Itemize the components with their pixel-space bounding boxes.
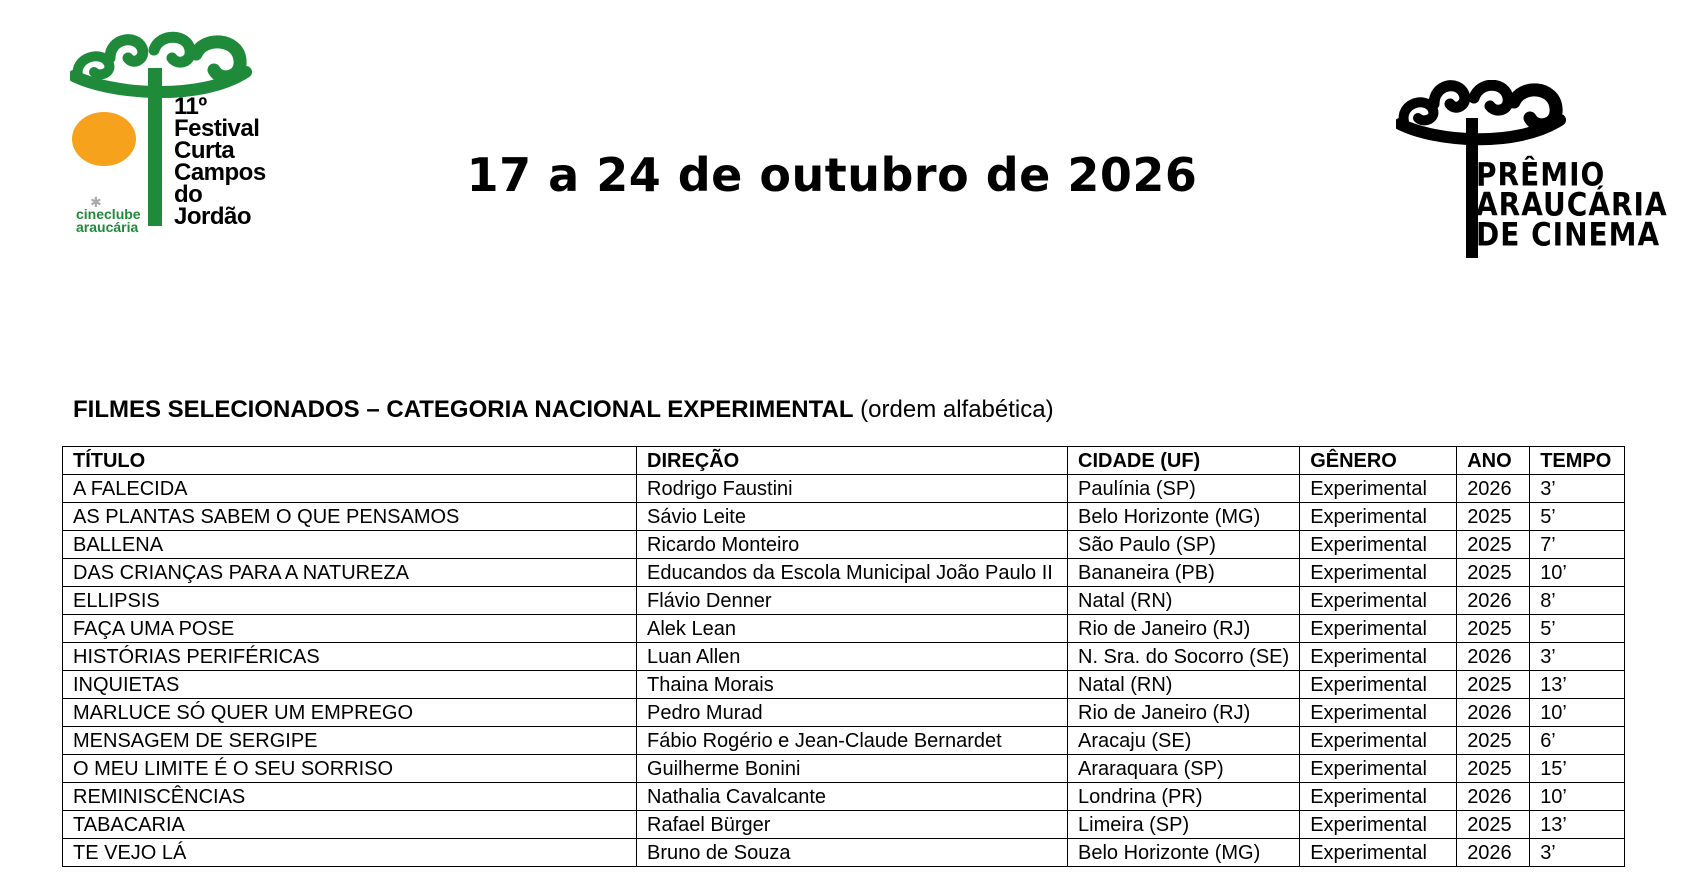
cell-direction: Flávio Denner [637,587,1068,615]
cell-direction: Rodrigo Faustini [637,475,1068,503]
cell-city: Natal (RN) [1068,587,1300,615]
cell-year: 2025 [1457,671,1530,699]
table-row [63,755,1625,783]
table-row [63,783,1625,811]
cell-city: São Paulo (SP) [1068,531,1300,559]
section-title-note: (ordem alfabética) [853,396,1054,423]
cell-title: DAS CRIANÇAS PARA A NATUREZA [63,559,637,587]
cell-duration: 8’ [1530,587,1625,615]
table-row [63,559,1625,587]
cell-duration: 5’ [1530,503,1625,531]
cell-year: 2025 [1457,615,1530,643]
cell-title: A FALECIDA [63,475,637,503]
star-icon: ✱ [90,194,102,210]
cell-year: 2025 [1457,811,1530,839]
cell-duration: 3’ [1530,839,1625,867]
cell-title: TABACARIA [63,811,637,839]
cell-year: 2025 [1457,559,1530,587]
cell-direction: Nathalia Cavalcante [637,783,1068,811]
cell-city: Bananeira (PB) [1068,559,1300,587]
festival-logo [70,28,270,238]
table-row [63,699,1625,727]
section-title [73,396,1054,424]
cineclube-label: cineclube araucária [76,206,141,235]
cell-title: REMINISCÊNCIAS [63,783,637,811]
cell-city: Paulínia (SP) [1068,475,1300,503]
premio-logo [1396,80,1668,260]
cell-genre: Experimental [1300,559,1457,587]
cell-year: 2026 [1457,783,1530,811]
header-year: ANO [1457,447,1530,475]
cell-direction: Alek Lean [637,615,1068,643]
table-row [63,503,1625,531]
header-genre: GÊNERO [1300,447,1457,475]
cell-title: HISTÓRIAS PERIFÉRICAS [63,643,637,671]
cell-year: 2025 [1457,755,1530,783]
cell-direction: Rafael Bürger [637,811,1068,839]
cell-city: N. Sra. do Socorro (SE) [1068,643,1300,671]
cell-title: FAÇA UMA POSE [63,615,637,643]
table-row [63,671,1625,699]
cell-year: 2025 [1457,531,1530,559]
premio-name: PRÊMIO ARAUCÁRIA DE CINEMA [1476,155,1668,254]
table-row [63,811,1625,839]
cell-direction: Educandos da Escola Municipal João Paulo II [637,559,1068,587]
table-row [63,531,1625,559]
header-city: CIDADE (UF) [1068,447,1300,475]
cell-direction: Fábio Rogério e Jean-Claude Bernardet [637,727,1068,755]
cell-year: 2026 [1457,475,1530,503]
header-duration: TEMPO [1530,447,1625,475]
event-date: 17 a 24 de outubro de 2026 [466,148,1198,202]
cell-city: Aracaju (SE) [1068,727,1300,755]
cell-duration: 15’ [1530,755,1625,783]
cell-title: TE VEJO LÁ [63,839,637,867]
cell-direction: Luan Allen [637,643,1068,671]
cell-duration: 3’ [1530,475,1625,503]
cell-year: 2026 [1457,699,1530,727]
cell-direction: Pedro Murad [637,699,1068,727]
cell-city: Natal (RN) [1068,671,1300,699]
cell-direction: Ricardo Monteiro [637,531,1068,559]
cell-genre: Experimental [1300,531,1457,559]
cell-duration: 6’ [1530,727,1625,755]
cell-city: Limeira (SP) [1068,811,1300,839]
table-body [63,475,1625,867]
cell-duration: 7’ [1530,531,1625,559]
cell-genre: Experimental [1300,699,1457,727]
cell-city: Belo Horizonte (MG) [1068,503,1300,531]
cell-title: ELLIPSIS [63,587,637,615]
cell-duration: 10’ [1530,699,1625,727]
section-title-main: FILMES SELECIONADOS – CATEGORIA NACIONAL EXPERIMENTAL [73,396,854,423]
table-row [63,839,1625,867]
cell-city: Rio de Janeiro (RJ) [1068,699,1300,727]
table-header-row [63,447,1625,475]
cell-title: INQUIETAS [63,671,637,699]
cell-year: 2026 [1457,643,1530,671]
cell-genre: Experimental [1300,587,1457,615]
cell-direction: Bruno de Souza [637,839,1068,867]
cell-title: BALLENA [63,531,637,559]
cell-direction: Sávio Leite [637,503,1068,531]
cell-duration: 10’ [1530,783,1625,811]
table-row [63,643,1625,671]
cell-year: 2026 [1457,839,1530,867]
cell-duration: 10’ [1530,559,1625,587]
cell-city: Londrina (PR) [1068,783,1300,811]
films-table [62,446,1625,867]
cell-genre: Experimental [1300,755,1457,783]
festival-name: 11º Festival Curta Campos do Jordão [174,93,266,230]
cell-city: Belo Horizonte (MG) [1068,839,1300,867]
cell-year: 2026 [1457,587,1530,615]
cell-city: Rio de Janeiro (RJ) [1068,615,1300,643]
cell-genre: Experimental [1300,475,1457,503]
cell-genre: Experimental [1300,615,1457,643]
header-direction: DIREÇÃO [637,447,1068,475]
table-row [63,587,1625,615]
cell-genre: Experimental [1300,783,1457,811]
header-title: TÍTULO [63,447,637,475]
cell-genre: Experimental [1300,811,1457,839]
cell-genre: Experimental [1300,503,1457,531]
cell-duration: 13’ [1530,811,1625,839]
table-row [63,727,1625,755]
cell-title: AS PLANTAS SABEM O QUE PENSAMOS [63,503,637,531]
cell-city: Araraquara (SP) [1068,755,1300,783]
cell-genre: Experimental [1300,727,1457,755]
cell-genre: Experimental [1300,839,1457,867]
cell-year: 2025 [1457,503,1530,531]
cell-direction: Thaina Morais [637,671,1068,699]
cell-title: O MEU LIMITE É O SEU SORRISO [63,755,637,783]
cell-genre: Experimental [1300,671,1457,699]
cell-year: 2025 [1457,727,1530,755]
cell-title: MENSAGEM DE SERGIPE [63,727,637,755]
cell-duration: 5’ [1530,615,1625,643]
cell-duration: 3’ [1530,643,1625,671]
cell-genre: Experimental [1300,643,1457,671]
cell-duration: 13’ [1530,671,1625,699]
table-row [63,615,1625,643]
cell-title: MARLUCE SÓ QUER UM EMPREGO [63,699,637,727]
cell-direction: Guilherme Bonini [637,755,1068,783]
table-row [63,475,1625,503]
